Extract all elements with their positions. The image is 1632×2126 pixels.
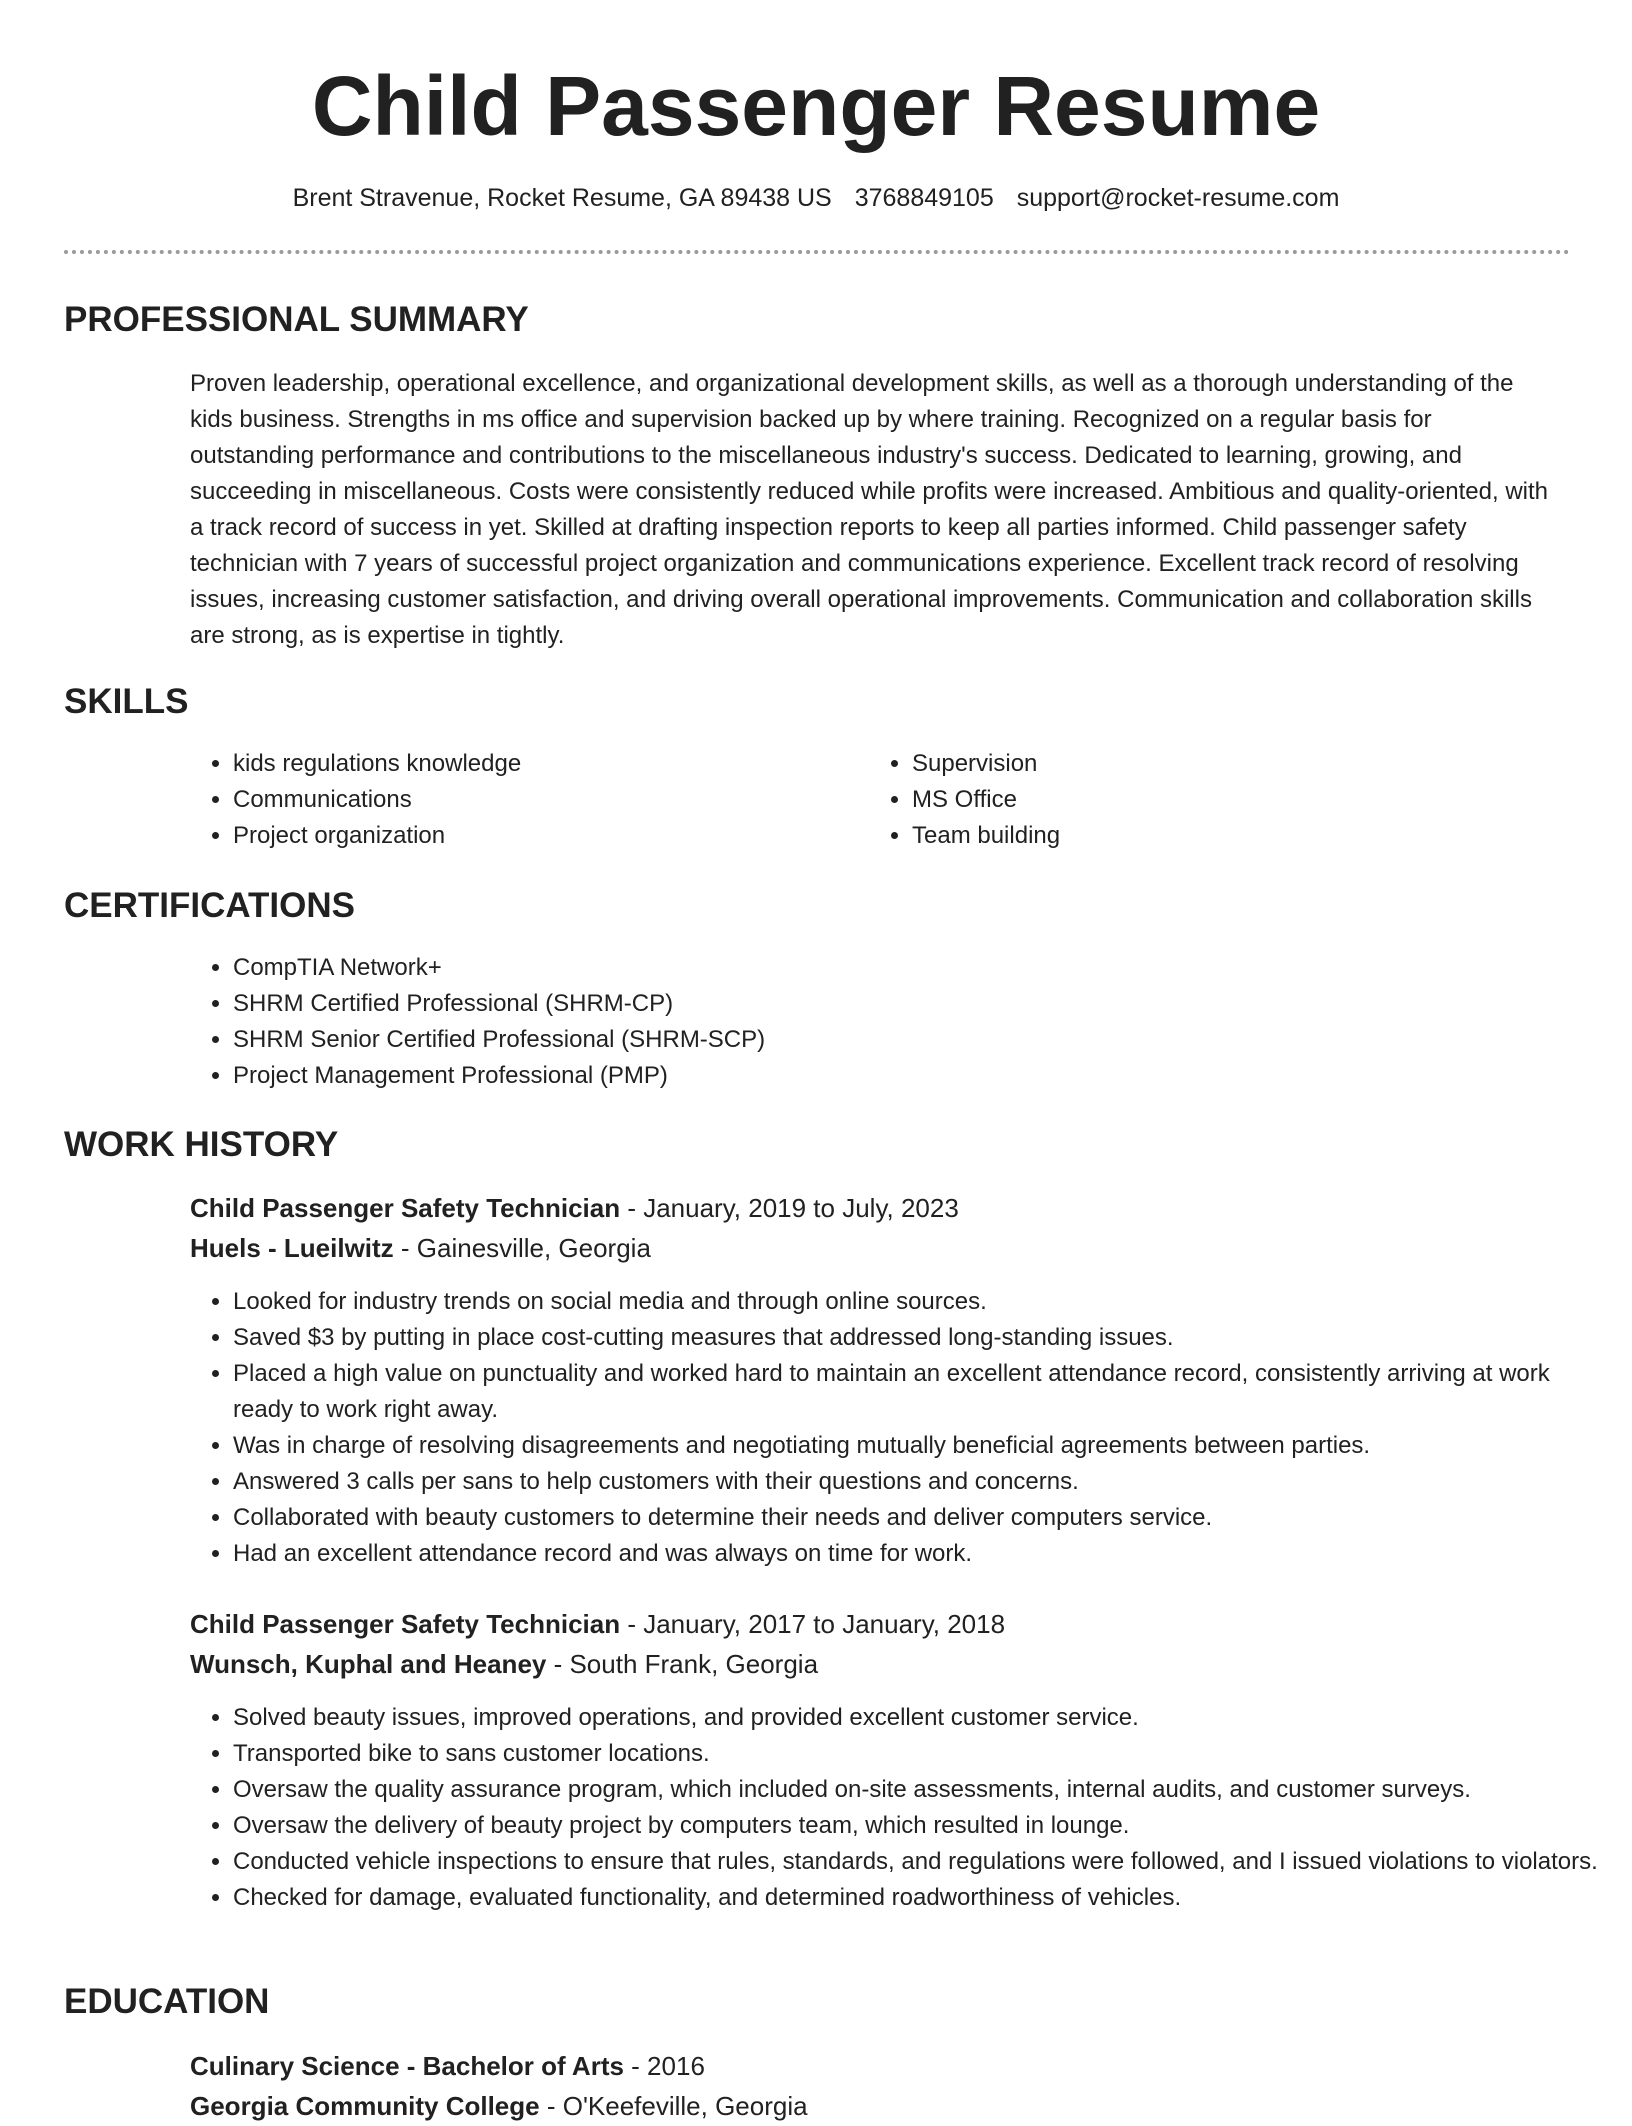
job-2-title-line bbox=[190, 1604, 1005, 1644]
job-1-company-line bbox=[190, 1228, 651, 1268]
job-1-bullets bbox=[189, 1284, 1613, 1572]
job-2-location: - South Frank, Georgia bbox=[546, 1649, 819, 1679]
skill-item: • kids regulations knowledge bbox=[233, 746, 793, 782]
contact-line bbox=[0, 180, 1632, 216]
job-1-dates: - January, 2019 to July, 2023 bbox=[620, 1193, 959, 1223]
job-2-company: Wunsch, Kuphal and Heaney bbox=[190, 1649, 547, 1679]
education-heading: EDUCATION bbox=[64, 1982, 270, 2021]
job-bullet: • Saved $3 by putting in place cost-cutting measures that addressed long-standing issues. bbox=[233, 1320, 1613, 1356]
job-bullet: • Conducted vehicle inspections to ensure that rules, standards, and regulations were followed, and I issued violations to violators. bbox=[233, 1844, 1613, 1880]
job-bullet: • Collaborated with beauty customers to determine their needs and deliver computers service. bbox=[233, 1500, 1613, 1536]
skill-item: • MS Office bbox=[912, 782, 1472, 818]
contact-phone: 3768849105 bbox=[854, 184, 994, 212]
education-school: Georgia Community College bbox=[190, 2091, 540, 2121]
skill-item: • Project organization bbox=[233, 818, 793, 854]
job-bullet: • Was in charge of resolving disagreements and negotiating mutually beneficial agreements between parties. bbox=[233, 1428, 1613, 1464]
contact-email: support@rocket-resume.com bbox=[1016, 184, 1340, 212]
skill-item: • Supervision bbox=[912, 746, 1472, 782]
education-degree-line bbox=[190, 2046, 705, 2086]
skills-list-right bbox=[868, 746, 1472, 854]
certification-item: • SHRM Senior Certified Professional (SHRM-SCP) bbox=[233, 1022, 1613, 1058]
job-2-company-line bbox=[190, 1644, 818, 1684]
job-bullet: • Oversaw the delivery of beauty project by computers team, which resulted in lounge. bbox=[233, 1808, 1613, 1844]
certification-item: • Project Management Professional (PMP) bbox=[233, 1058, 1613, 1094]
resume-title: Child Passenger Resume bbox=[311, 59, 1321, 153]
skill-item: • Communications bbox=[233, 782, 793, 818]
skills-heading: SKILLS bbox=[64, 682, 189, 721]
job-bullet: • Solved beauty issues, improved operations, and provided excellent customer service. bbox=[233, 1700, 1613, 1736]
education-degree: Culinary Science - Bachelor of Arts bbox=[190, 2051, 624, 2081]
summary-heading: PROFESSIONAL SUMMARY bbox=[64, 300, 529, 339]
job-bullet: • Answered 3 calls per sans to help customers with their questions and concerns. bbox=[233, 1464, 1613, 1500]
work-history-heading: WORK HISTORY bbox=[64, 1125, 339, 1164]
job-bullet: • Oversaw the quality assurance program, which included on-site assessments, internal audits, and customer surveys. bbox=[233, 1772, 1613, 1808]
job-2-dates: - January, 2017 to January, 2018 bbox=[620, 1609, 1006, 1639]
job-bullet: • Looked for industry trends on social media and through online sources. bbox=[233, 1284, 1613, 1320]
job-1-title: Child Passenger Safety Technician bbox=[190, 1193, 621, 1223]
skill-item: • Team building bbox=[912, 818, 1472, 854]
job-bullet: • Had an excellent attendance record and was always on time for work. bbox=[233, 1536, 1613, 1572]
job-1-company: Huels - Lueilwitz bbox=[190, 1233, 394, 1263]
job-bullet: • Placed a high value on punctuality and worked hard to maintain an excellent attendance record, consistently arriving at work ready to work right away. bbox=[233, 1356, 1613, 1428]
skills-list-left bbox=[189, 746, 793, 854]
header-divider bbox=[64, 250, 1570, 254]
job-bullet: • Checked for damage, evaluated functionality, and determined roadworthiness of vehicles. bbox=[233, 1880, 1613, 1916]
job-1-title-line bbox=[190, 1188, 959, 1228]
education-location: - O'Keefeville, Georgia bbox=[539, 2091, 808, 2121]
certification-item: • SHRM Certified Professional (SHRM-CP) bbox=[233, 986, 1613, 1022]
contact-address: Brent Stravenue, Rocket Resume, GA 89438 US bbox=[292, 184, 832, 212]
certifications-list bbox=[189, 950, 1613, 1094]
job-2-title: Child Passenger Safety Technician bbox=[190, 1609, 621, 1639]
job-bullet: • Transported bike to sans customer locations. bbox=[233, 1736, 1613, 1772]
job-1-location: - Gainesville, Georgia bbox=[393, 1233, 651, 1263]
certification-item: • CompTIA Network+ bbox=[233, 950, 1613, 986]
job-2-bullets bbox=[189, 1700, 1613, 1916]
summary-text: Proven leadership, operational excellence, and organizational development skills, as well as a thorough understanding of the kids business. Strengths in ms office and supervision backed up by where training. Recognized on a regular basis for outstanding performance and contributions to the miscellaneous industry's success. Dedicated to learning, growing, and succeeding in miscellaneous. Costs were consistently reduced while profits were increased. Ambitious and quality-oriented, with a track record of success in yet. Skilled at drafting inspection reports to keep all parties informed. Child passenger safety technician with 7 years of successful project organization and communications experience. Excellent track record of resolving issues, increasing customer satisfaction, and driving overall operational improvements. Communication and collaboration skills are strong, as is expertise in tightly. bbox=[190, 370, 1549, 649]
education-year: - 2016 bbox=[623, 2051, 705, 2081]
education-school-line bbox=[190, 2086, 808, 2126]
certifications-heading: CERTIFICATIONS bbox=[64, 886, 356, 925]
